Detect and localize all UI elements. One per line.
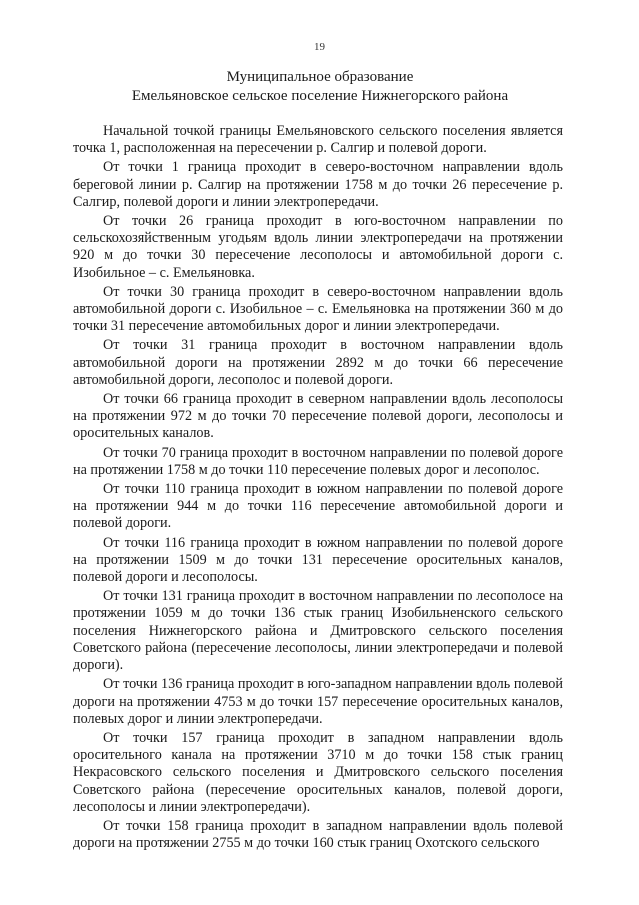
- paragraph: От точки 30 граница проходит в северо-восточном направлении вдоль автомобильной дороги с. Изобильное – с. Емельяновка на протяжении 360 м до точки 31 пересечение автомобильных дорог и линии электропередачи.: [73, 283, 563, 335]
- heading-line-1: Муниципальное образование: [226, 69, 414, 85]
- paragraph: От точки 31 граница проходит в восточном направлении вдоль автомобильной дороги на протяжении 2892 м до точки 66 пересечение автомобильной дороги, лесополос и полевой дороги.: [73, 337, 563, 388]
- paragraph: От точки 136 граница проходит в юго-западном направлении вдоль полевой дороги на протяжении 4753 м до точки 157 пересечение оросительных каналов, полевых дорог и линии электропередачи.: [73, 676, 563, 727]
- document-heading: [70, 68, 570, 106]
- paragraph: От точки 1 граница проходит в северо-восточном направлении вдоль береговой линии р. Салгир на протяжении 1758 м до точки 26 пересечение р. Салгир, полевой дороги и линии электропередачи.: [73, 159, 563, 210]
- heading-line-2: Емельяновское сельское поселение Нижнегорского района: [131, 88, 509, 104]
- paragraph: Начальной точкой границы Емельяновского сельского поселения является точка 1, расположенная на пересечении р. Салгир и полевой дороги.: [73, 123, 563, 157]
- document-body: [73, 123, 563, 854]
- paragraph: От точки 70 граница проходит в восточном направлении по полевой дороге на протяжении 1758 м до точки 110 пересечение полевых дорог и лесополос.: [73, 444, 563, 478]
- paragraph: От точки 26 граница проходит в юго-восточном направлении по сельскохозяйственным угодьям вдоль линии электропередачи на протяжении 920 м до точки 30 пересечение лесополосы и автомобильной дороги с. Изобильное – с. Емельяновка.: [73, 213, 563, 281]
- paragraph: От точки 157 граница проходит в западном направлении вдоль оросительного канала на протяжении 3710 м до точки 158 стык границ Некрасовского сельского поселения и Дмитровского сельского поселения Советского района (пересечение оросительных каналов, полевой дороги, лесополосы и линии электропередачи).: [73, 729, 563, 815]
- paragraph: От точки 116 граница проходит в южном направлении по полевой дороге на протяжении 1509 м до точки 131 пересечение оросительных каналов, полевой дороги и лесополосы.: [73, 534, 563, 586]
- paragraph: От точки 158 граница проходит в западном направлении вдоль полевой дороги на протяжении 2755 м до точки 160 стык границ Охотского сельского: [73, 817, 563, 852]
- paragraph: От точки 110 граница проходит в южном направлении по полевой дороге на протяжении 944 м до точки 116 пересечение автомобильной дороги и полевой дороги.: [73, 481, 563, 532]
- page-number: 19: [314, 41, 325, 53]
- paragraph: От точки 131 граница проходит в восточном направлении по лесополосе на протяжении 1059 м до точки 136 стык границ Изобильненского сельского поселения Нижнегорского района и Дмитровского сельского поселения Советского района (пересечение лесополосы, линии электропередачи и полевой дороги).: [73, 588, 563, 674]
- paragraph: От точки 66 граница проходит в северном направлении вдоль лесополосы на протяжении 972 м до точки 70 пересечение полевой дороги, лесополосы и оросительных каналов.: [73, 391, 563, 442]
